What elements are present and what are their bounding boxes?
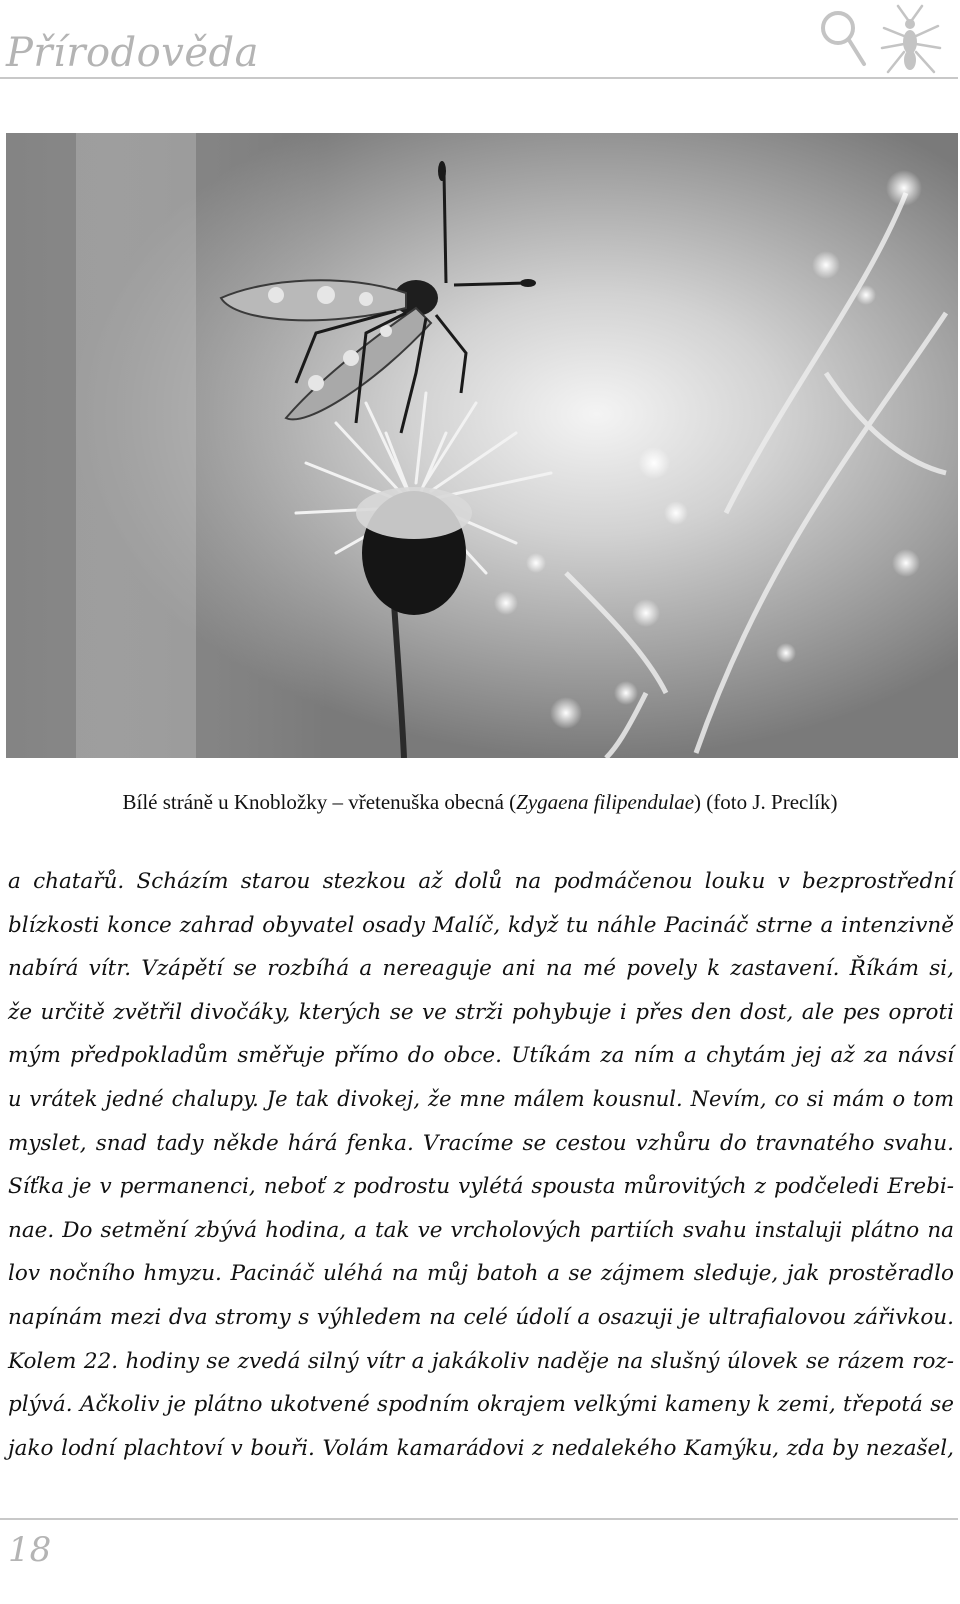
caption-credit: ) (foto J. Preclík) (694, 790, 838, 814)
body-line: blízkosti konce zahrad obyvatel osady Malíč, když tu náhle Pacináč strne a intenzivně (8, 912, 954, 938)
body-line: u vrátek jedné chalupy. Je tak divokej, že mne málem kousnul. Nevím, co si mám o tom (8, 1086, 954, 1111)
body-line: myslet, snad tady někde hárá fenka. Vracíme se cestou vzhůru do travnatého svahu. (8, 1130, 954, 1156)
body-line: plývá. Ačkoliv je plátno ukotvené spodním okrajem velkými kameny k zemi, třepotá se (8, 1392, 954, 1418)
body-line: nae. Do setmění zbývá hodina, a tak ve vrcholových partiích svahu instaluji plátno na (8, 1217, 954, 1243)
body-line: lov nočního hmyzu. Pacináč uléhá na můj batoh a se zájmem sleduje, jak prostěradlo (8, 1261, 954, 1287)
body-line: nabírá vítr. Vzápětí se rozbíhá a nereaguje ani na mé povely k zastavení. Říkám si, (8, 956, 954, 982)
body-line: mým předpokladům směřuje přímo do obce. Utíkám za ním a chytám jej až za návsí (8, 1043, 954, 1069)
body-line: napínám mezi dva stromy s výhledem na celé údolí a osazuji je ultrafialovou zářivkou. (8, 1304, 954, 1330)
running-header-title: Přírodověda (6, 30, 259, 76)
body-line: Síťka je v permanenci, neboť z podrostu vylétá spousta můrovitých z podčeledi Erebi- (8, 1174, 954, 1200)
header-divider (0, 77, 958, 79)
insect-icon (882, 6, 940, 72)
body-line: a chatařů. Scházím starou stezkou až dolů na podmáčenou louku v bezprostřední (8, 869, 954, 894)
caption-latin-name: Zygaena filipendulae (516, 790, 695, 814)
photo-moth-on-flower (6, 133, 958, 758)
article-body (8, 860, 954, 1470)
header-decoration (818, 2, 958, 80)
body-line: Kolem 22. hodiny se zvedá silný vítr a jakákoliv naděje na slušný úlovek se rázem roz- (8, 1348, 954, 1374)
photo-caption (0, 790, 960, 815)
body-line: že určitě zvětřil divočáky, kterých se ve strži pohybuje i přes den dost, ale pes oproti (8, 999, 954, 1025)
magnifying-glass-icon (818, 2, 958, 80)
caption-text: Bílé stráně u Knobložky – vřetenuška obecná ( (122, 790, 517, 814)
page-number: 18 (8, 1530, 52, 1570)
body-line: jako lodní plachtoví v bouři. Volám kamarádovi z nedalekého Kamýku, zda by nezašel, (8, 1435, 954, 1461)
footer-divider (0, 1518, 958, 1520)
